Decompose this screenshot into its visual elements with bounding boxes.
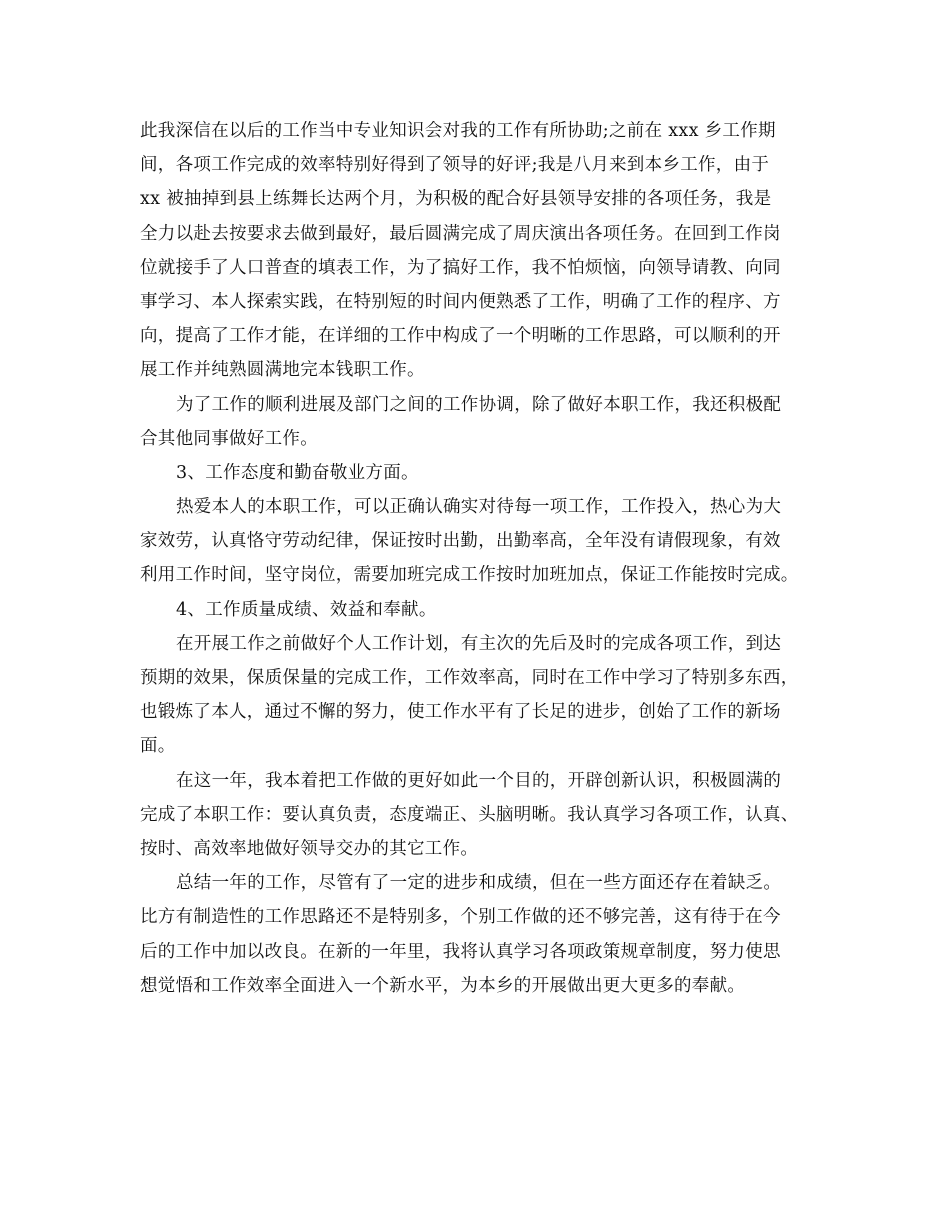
- text-line: 面。: [140, 736, 176, 757]
- text-line: 后的工作中加以改良。在新的一年里，我将认真学习各项政策规章制度，努力使思: [140, 941, 781, 962]
- text-line: 热爱本人的本职工作，可以正确认确实对待每一项工作，工作投入，热心为大: [176, 497, 782, 518]
- text-line: 预期的效果，保质保量的完成工作，工作效率高，同时在工作中学习了特别多东西，: [140, 668, 799, 688]
- text-line: 位就接手了人口普查的填表工作，为了搞好工作，我不怕烦恼，向领导请教、向同: [140, 257, 781, 278]
- section-heading: 3、工作态度和勤奋敬业方面。: [176, 462, 419, 483]
- text-line: 向，提高了工作才能，在详细的工作中构成了一个明晰的工作思路，可以顺利的开: [140, 326, 781, 347]
- text-line: 比方有制造性的工作思路还不是特别多，个别工作做的还不够完善，这有待于在今: [140, 907, 781, 928]
- text-line: xx 被抽掉到县上练舞长达两个月，为积极的配合好县领导安排的各项任务，我是: [140, 189, 772, 210]
- text-line: 利用工作时间，坚守岗位，需要加班完成工作按时加班加点，保证工作能按时完成。: [140, 565, 799, 586]
- text-line: 也锻炼了本人，通过不懈的努力，使工作水平有了长足的进步，创始了工作的新场: [140, 702, 781, 723]
- text-line: 家效劳，认真恪守劳动纪律，保证按时出勤，出勤率高，全年没有请假现象，有效: [140, 531, 781, 552]
- text-line: 全力以赴去按要求去做到最好，最后圆满完成了周庆演出各项任务。在回到工作岗: [140, 223, 781, 244]
- text-line: 在这一年，我本着把工作做的更好如此一个目的，开辟创新认识，积极圆满的: [176, 770, 782, 791]
- text-line: 事学习、本人探索实践，在特别短的时间内便熟悉了工作，明确了工作的程序、方: [140, 291, 781, 312]
- text-line: 展工作并纯熟圆满地完本钱职工作。: [140, 360, 425, 381]
- text-line: 合其他同事做好工作。: [140, 428, 318, 449]
- text-line: 此我深信在以后的工作当中专业知识会对我的工作有所协助;之前在 xxx 乡工作期: [140, 121, 776, 141]
- text-line: 按时、高效率地做好领导交办的其它工作。: [140, 838, 479, 859]
- text-line: 想觉悟和工作效率全面进入一个新水平，为本乡的开展做出更大更多的奉献。: [140, 975, 746, 996]
- document-body: [140, 114, 830, 1003]
- text-line: 为了工作的顺利进展及部门之间的工作协调，除了做好本职工作，我还积极配: [176, 394, 782, 415]
- text-line: 总结一年的工作，尽管有了一定的进步和成绩，但在一些方面还存在着缺乏。: [176, 873, 782, 894]
- text-line: 间，各项工作完成的效率特别好得到了领导的好评;我是八月来到本乡工作，由于: [140, 155, 770, 176]
- text-line: 完成了本职工作：要认真负责，态度端正、头脑明晰。我认真学习各项工作，认真、: [140, 804, 799, 825]
- section-heading: 4、工作质量成绩、效益和奉献。: [176, 599, 437, 620]
- text-line: 在开展工作之前做好个人工作计划，有主次的先后及时的完成各项工作，到达: [176, 633, 782, 654]
